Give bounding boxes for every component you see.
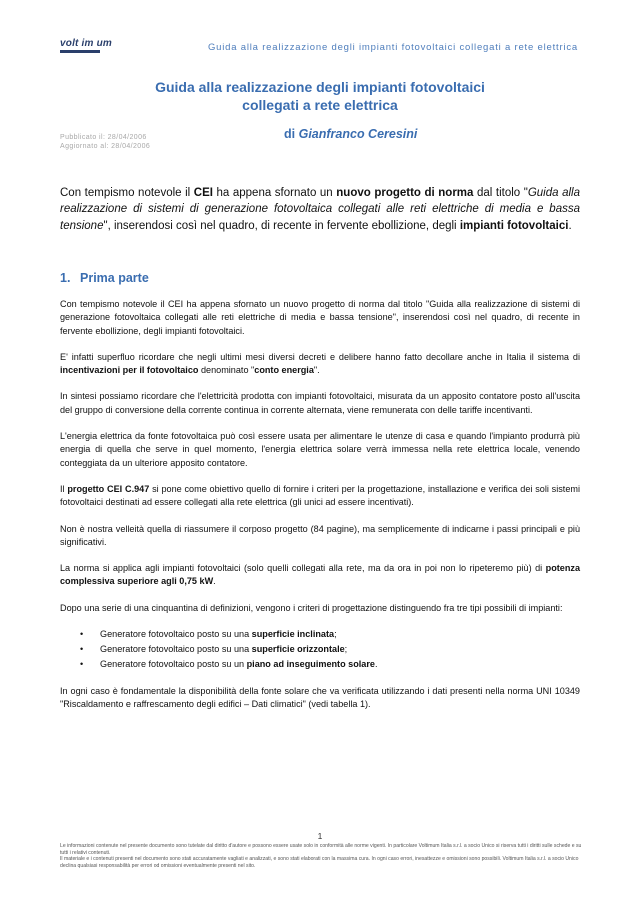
intro-paragraph (60, 185, 580, 234)
published-date: Pubblicato il: 28/04/2006 (60, 134, 147, 141)
list-item-text: Generatore fotovoltaico posto su un (100, 658, 247, 669)
paragraph-bold: progetto CEI C.947 (67, 483, 150, 494)
paragraph-8: Dopo una serie di una cinquantina di definizioni, vengono i criteri di progettazione distinguendo fra tre tipi possibili di impianti: (60, 602, 563, 613)
paragraph-3: In sintesi possiamo ricordare che l'elettricità prodotta con impianti fotovoltaici, misurata da un apposito contatore posto all'uscita del gruppo di conversione della corrente continua in corrente alternata, viene remunerata con delle tariffe incentivanti. (60, 391, 580, 415)
list-item-bold: superficie inclinata (251, 629, 335, 640)
running-header: Guida alla realizzazione degli impianti fotovoltaici collegati a rete elettrica (207, 42, 578, 53)
logo-text: volt im um (60, 38, 113, 49)
intro-text: . (568, 219, 572, 232)
body-text (60, 298, 580, 725)
paragraph-2 (60, 351, 580, 378)
paragraph-text: Il (60, 483, 68, 494)
page-number: 1 (317, 831, 323, 841)
author-name: Gianfranco Ceresini (298, 127, 418, 141)
paragraph-6: Non è nostra velleità quella di riassumere il corposo progetto (84 pagine), ma semplicemente di indicarne i passi principali e più significativi. (60, 523, 580, 547)
section-title: Prima parte (80, 271, 149, 285)
intro-italic-title: Guida alla realizzazione di sistemi di generazione fotovoltaica collegati alle reti elettriche di media e bassa tensione (60, 187, 580, 232)
bullet-icon: • (80, 629, 84, 640)
section-number: 1. (60, 271, 71, 285)
document-title (60, 78, 580, 114)
list-item-text: Generatore fotovoltaico posto su una (100, 643, 252, 654)
intro-text: Con tempismo notevole il (60, 187, 194, 199)
paragraph-text: ". (313, 365, 320, 376)
paragraph-5 (60, 483, 580, 510)
plant-types-list (60, 628, 580, 671)
paragraph-1: Con tempismo notevole il CEI ha appena sfornato un nuovo progetto di norma dal titolo "Guida alla realizzazione di sistemi di generazione fotovoltaica collegati alle reti elettriche di media e bassa tensione", inserendosi così nel quadro, di recente in fervente ebollizione, degli impianti fotovoltaici. (60, 299, 580, 336)
intro-bold-cei: CEI (193, 187, 213, 199)
footer-disclaimer (60, 843, 590, 869)
document-title-line-1: Guida alla realizzazione degli impianti fotovoltaici (155, 79, 485, 95)
list-item-bold: superficie orizzontale (251, 643, 345, 654)
paragraph-4: L'energia elettrica da fonte fotovoltaica può così essere usata per alimentare le utenze di casa e quando l'impianto produrrà più energia di quella che serve in quel momento, l'energia elettrica solare verrà immessa nella rete elettrica locale, venendo conteggiata da un ulteriore apposito contatore. (60, 431, 580, 468)
bullet-icon: • (80, 643, 84, 654)
intro-text: dal titolo " (473, 187, 528, 199)
footer-line-1: Le informazioni contenute nel presente documento sono tutelate dal diritto d'autore e possono essere usate solo in conformità alle norme vigenti. In particolare Voltimum Italia s.r.l. a socio Unico si riserva tutti i diritti sulle schede e su tutti i relativi contenuti. (60, 843, 582, 856)
list-item (60, 643, 580, 656)
author-byline (284, 127, 417, 141)
intro-text: ha appena sfornato un (212, 187, 337, 199)
paragraph-text: . (213, 576, 216, 587)
publication-dates (60, 133, 150, 151)
paragraph-bold: incentivazioni per il fotovoltaico (60, 365, 199, 376)
paragraph-text: denominato " (198, 365, 255, 376)
voltimum-logo (60, 38, 112, 49)
intro-bold-project: nuovo progetto di norma (336, 187, 474, 199)
list-item-text: Generatore fotovoltaico posto su una (100, 629, 252, 640)
intro-text: ", inserendosi così nel quadro, di recente in fervente ebollizione, degli (103, 219, 460, 232)
list-item (60, 658, 580, 671)
footer-line-2: Il materiale e i contenuti presenti nel documento sono stati accuratamente vagliati e analizzati, e sono stati elaborati con la massima cura. In ogni caso errori, inesattezze e omissioni sono possibili. Voltimum Italia s.r.l. a socio Unico declina qualsiasi responsabilità per errori od omissioni eventualmente presenti nel sito. (60, 856, 579, 869)
list-item-text: ; (344, 643, 348, 654)
paragraph-7 (60, 562, 580, 589)
logo-underline (60, 50, 100, 53)
section-heading (60, 271, 149, 285)
list-item-bold: piano ad inseguimento solare (246, 658, 375, 669)
list-item-text: . (374, 658, 378, 669)
intro-bold-impianti: impianti fotovoltaici (459, 219, 569, 232)
bullet-icon: • (80, 658, 84, 669)
author-prefix: di (284, 127, 296, 141)
list-item (60, 628, 580, 641)
paragraph-bold: conto energia (254, 365, 314, 376)
list-item-text: ; (334, 629, 337, 640)
paragraph-bold: potenza complessiva superiore agli 0,75 kW (60, 563, 580, 587)
updated-date: Aggiornato al: 28/04/2006 (60, 143, 151, 150)
paragraph-text: E' infatti superfluo ricordare che negli ultimi mesi diversi decreti e delibere hanno fatto decollare anche in Italia il sistema di (60, 351, 580, 362)
paragraph-9: In ogni caso è fondamentale la disponibilità della fonte solare che va verificata utilizzando i dati presenti nella norma UNI 10349 "Riscaldamento e raffrescamento degli edifici – Dati climatici" (vedi tabella 1). (60, 685, 580, 710)
paragraph-text: La norma si applica agli impianti fotovoltaici (solo quelli collegati alla rete, ma da ora in poi non lo ripeteremo più) di (60, 563, 546, 574)
paragraph-text: si pone come obiettivo quello di fornire i criteri per la progettazione, installazione e verifica dei soli sistemi fotovoltaici destinati ad essere collegati alla rete elettrica (gli unici ad essere incentivati). (60, 483, 580, 508)
document-title-line-2: collegati a rete elettrica (242, 97, 398, 113)
